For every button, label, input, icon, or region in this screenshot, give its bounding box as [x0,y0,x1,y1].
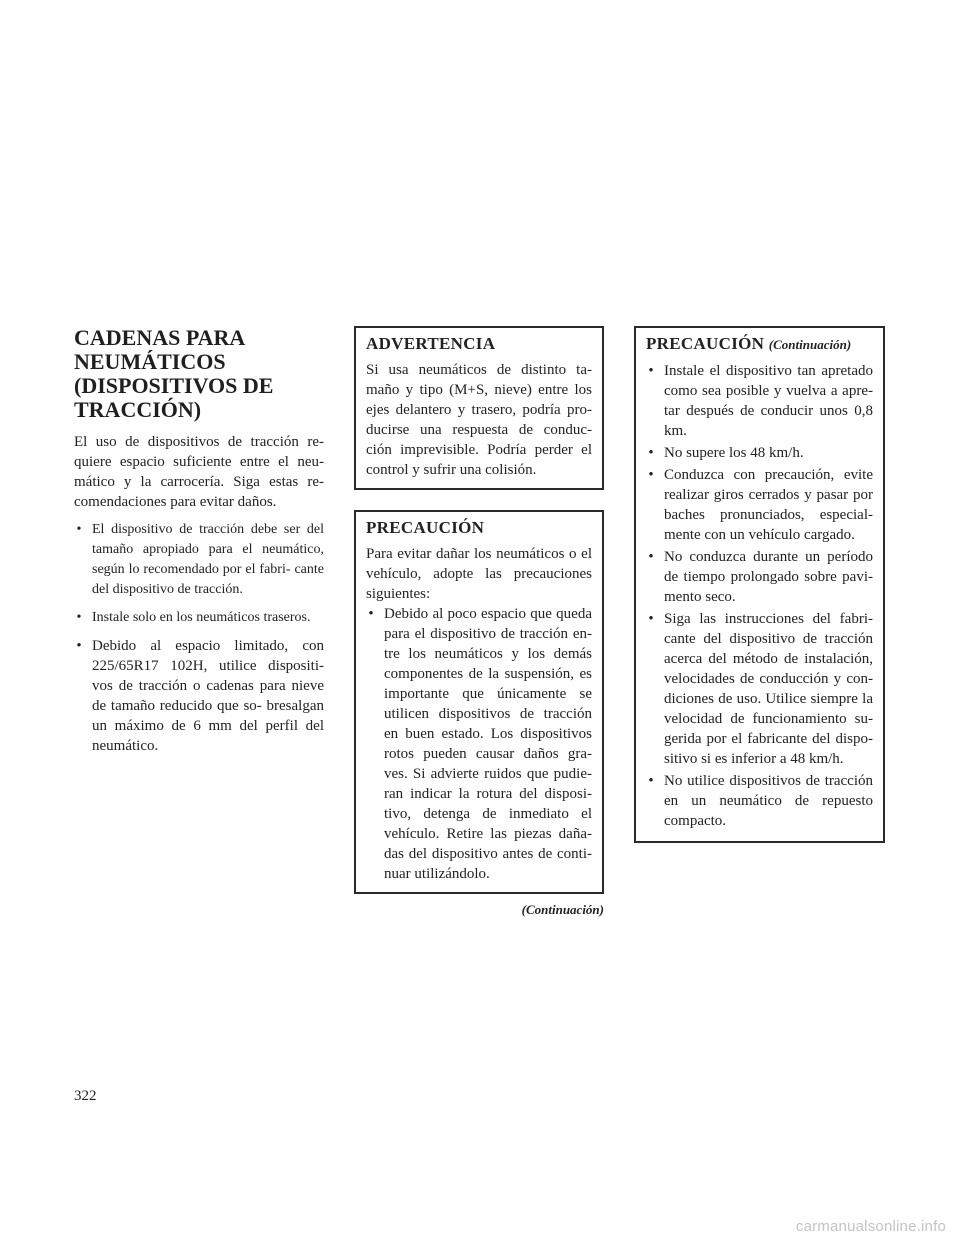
list-item [74,608,324,628]
bullet-icon: • [76,610,82,625]
list-item-text: Instale solo en los neumáticos traseros. [92,610,311,625]
list-item [74,636,324,756]
list-item [646,547,873,607]
list-item-text: Siga las instrucciones del fabri- cante del dispositivo de tracción acerca del método de instalación, velocidades de conducción y con- diciones de uso. Utilice siempre la velocidad de funcionamiento su- gerida por el fabricante del dispo- sitivo si es inferior a 48 km/h. [664,611,873,767]
bullet-icon: • [76,638,82,654]
list-item-text: No utilice dispositivos de tracción en un neumático de repuesto compacto. [664,773,873,829]
section-title-line: CADENAS PARA [74,325,246,350]
warning-box [354,326,604,490]
list-item [646,465,873,545]
list-item-text: No conduzca durante un período de tiempo prolongado sobre pavi- mento seco. [664,549,873,605]
caution-continued-list [646,361,873,831]
intro-paragraph: El uso de dispositivos de tracción re- quiere espacio suficiente entre el neu- mático y la carrocería. Siga estas re- comendaciones para evitar daños. [74,434,324,510]
list-item-text: El dispositivo de tracción debe ser del tamaño apropiado para el neumático, según lo recomendado por el fabri- cante del dispositivo de tracción. [92,522,324,597]
bullet-icon: • [648,773,654,789]
bullet-icon: • [648,467,654,483]
list-item [646,361,873,441]
recommendation-list [74,520,324,756]
caution-list [366,604,592,884]
list-item-text: Debido al poco espacio que queda para el dispositivo de tracción en- tre los neumáticos y los demás componentes de la suspensión, es importante que únicamente se utilicen dispositivos de tracción en buen estado. Los dispositivos rotos pueden causar daños gra- ves. Si advierte ruidos que pudie- ran indicar la rotura del disposi- tivo, detenga de inmediato el vehículo. Retire las piezas daña- das del dispositivo antes de conti- nuar utilizándolo. [384,606,592,882]
bullet-icon: • [648,611,654,627]
bullet-icon: • [648,363,654,379]
right-column [634,326,885,843]
list-item [646,443,873,463]
watermark-logo: carmanualsonline.info [795,1218,946,1235]
list-item [74,520,324,600]
list-item-text: Instale el dispositivo tan apretado como sea posible y vuelva a apre- tar después de conducir unos 0,8 km. [664,363,873,439]
caution-box [354,510,604,894]
caution-intro: Para evitar dañar los neumáticos o el vehículo, adopte las precauciones siguientes: [366,546,592,602]
caution-title: PRECAUCIÓN [366,518,485,537]
section-title-line: TRACCIÓN) [74,397,202,422]
list-item-text: Debido al espacio limitado, con 225/65R17 102H, utilice dispositi- vos de tracción o cadenas para nieve de tamaño reducido que so- bresalgan un máximo de 6 mm del perfil del neumático. [92,638,324,754]
section-title-line: (DISPOSITIVOS DE [74,373,274,398]
list-item [366,604,592,884]
warning-title: ADVERTENCIA [366,334,496,353]
caution-continued-title-text: PRECAUCIÓN [646,334,765,353]
list-item [646,771,873,831]
list-item-text: No supere los 48 km/h. [664,445,804,461]
warning-text: Si usa neumáticos de distinto ta- maño y tipo (M+S, nieve) entre los ejes delantero y trasero, podría pro- ducirse una respuesta de conduc- ción imprevisible. Podría perder el control y sufrir una colisión. [366,362,592,478]
list-item [646,609,873,769]
caution-continued-title [646,334,873,355]
left-column [74,326,324,764]
bullet-icon: • [76,522,82,537]
list-item-text: Conduzca con precaución, evite realizar giros cerrados y pasar por baches pronunciados, especial- mente con un vehículo cargado. [664,467,873,543]
continued-label: (Continuación) [521,902,604,917]
section-title-line: NEUMÁTICOS [74,349,226,374]
bullet-icon: • [648,445,654,461]
bullet-icon: • [368,606,374,622]
bullet-icon: • [648,549,654,565]
caution-continued-box [634,326,885,843]
section-title [74,326,324,422]
middle-column [354,326,604,918]
page-number: 322 [74,1088,97,1104]
caution-continued-label: (Continuación) [768,337,852,352]
